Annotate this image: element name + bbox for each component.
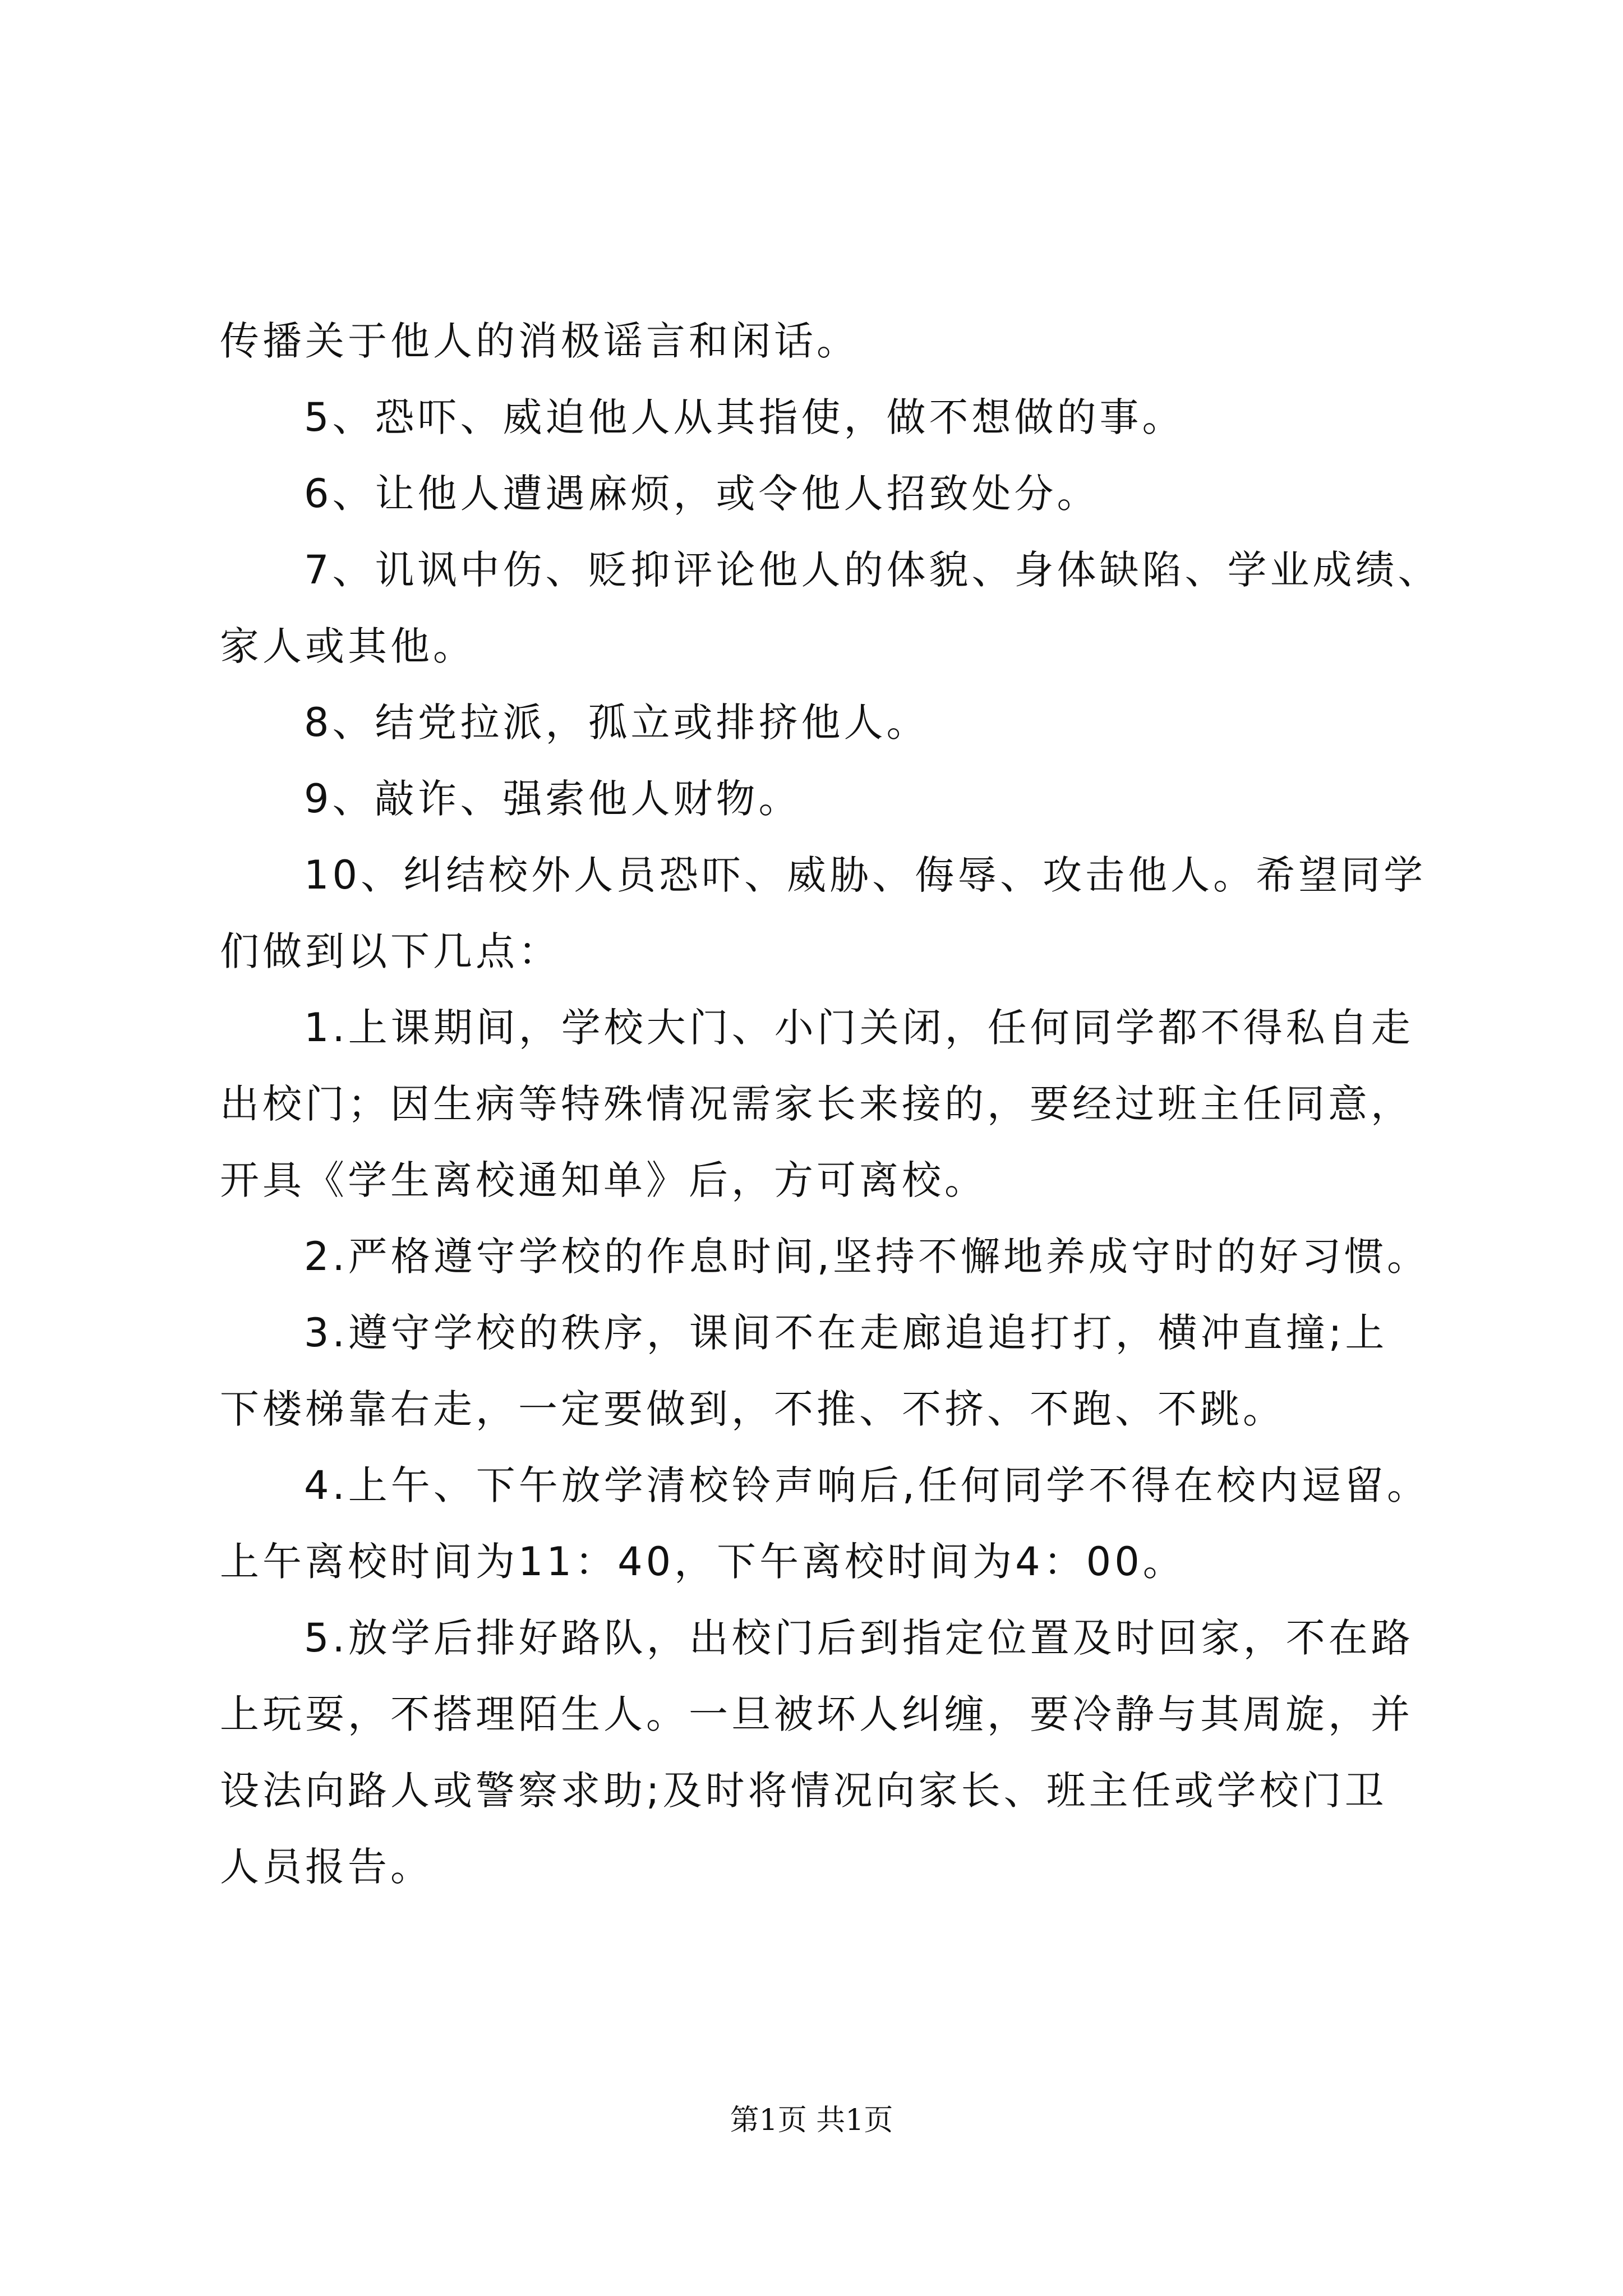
page-footer: 第1页 共1页: [730, 2104, 893, 2137]
text-line: 6、让他人遭遇麻烦，或令他人招致处分。: [304, 471, 1100, 517]
text-line: 9、敲诈、强索他人财物。: [304, 776, 801, 822]
text-line: 家人或其他。: [220, 623, 476, 669]
text-line: 上午离校时间为11：40，下午离校时间为4：00。: [220, 1539, 1186, 1585]
text-line: 7、讥讽中伤、贬抑评论他人的体貌、身体缺陷、学业成绩、: [304, 547, 1441, 593]
text-line: 1.上课期间，学校大门、小门关闭，任何同学都不得私自走: [304, 1005, 1414, 1051]
text-line: 8、结党拉派，孤立或排挤他人。: [304, 700, 929, 746]
text-line: 10、纠结校外人员恐吓、威胁、侮辱、攻击他人。希望同学: [304, 852, 1427, 898]
text-line: 4.上午、下午放学清校铃声响后,任何同学不得在校内逗留。: [304, 1462, 1430, 1508]
text-line: 上玩耍，不搭理陌生人。一旦被坏人纠缠，要冷静与其周旋，并: [220, 1691, 1413, 1737]
text-line: 们做到以下几点：: [220, 928, 561, 974]
text-line: 下楼梯靠右走，一定要做到，不推、不挤、不跑、不跳。: [220, 1386, 1285, 1432]
text-line: 5.放学后排好路队，出校门后到指定位置及时回家，不在路: [304, 1615, 1414, 1661]
text-line: 3.遵守学校的秩序，课间不在走廊追追打打，横冲直撞;上: [304, 1310, 1388, 1356]
text-line: 人员报告。: [220, 1844, 433, 1890]
text-line: 2.严格遵守学校的作息时间,坚持不懈地养成守时的好习惯。: [304, 1234, 1430, 1280]
text-line: 设法向路人或警察求助;及时将情况向家长、班主任或学校门卫: [220, 1768, 1387, 1814]
document-body: [220, 303, 1441, 1905]
text-line: 传播关于他人的消极谣言和闲话。: [220, 318, 859, 364]
text-line: 出校门；因生病等特殊情况需家长来接的，要经过班主任同意，: [220, 1081, 1413, 1127]
text-line: 开具《学生离校通知单》后，方可离校。: [220, 1157, 987, 1203]
text-line: 5、恐吓、威迫他人从其指使，做不想做的事。: [304, 394, 1185, 440]
